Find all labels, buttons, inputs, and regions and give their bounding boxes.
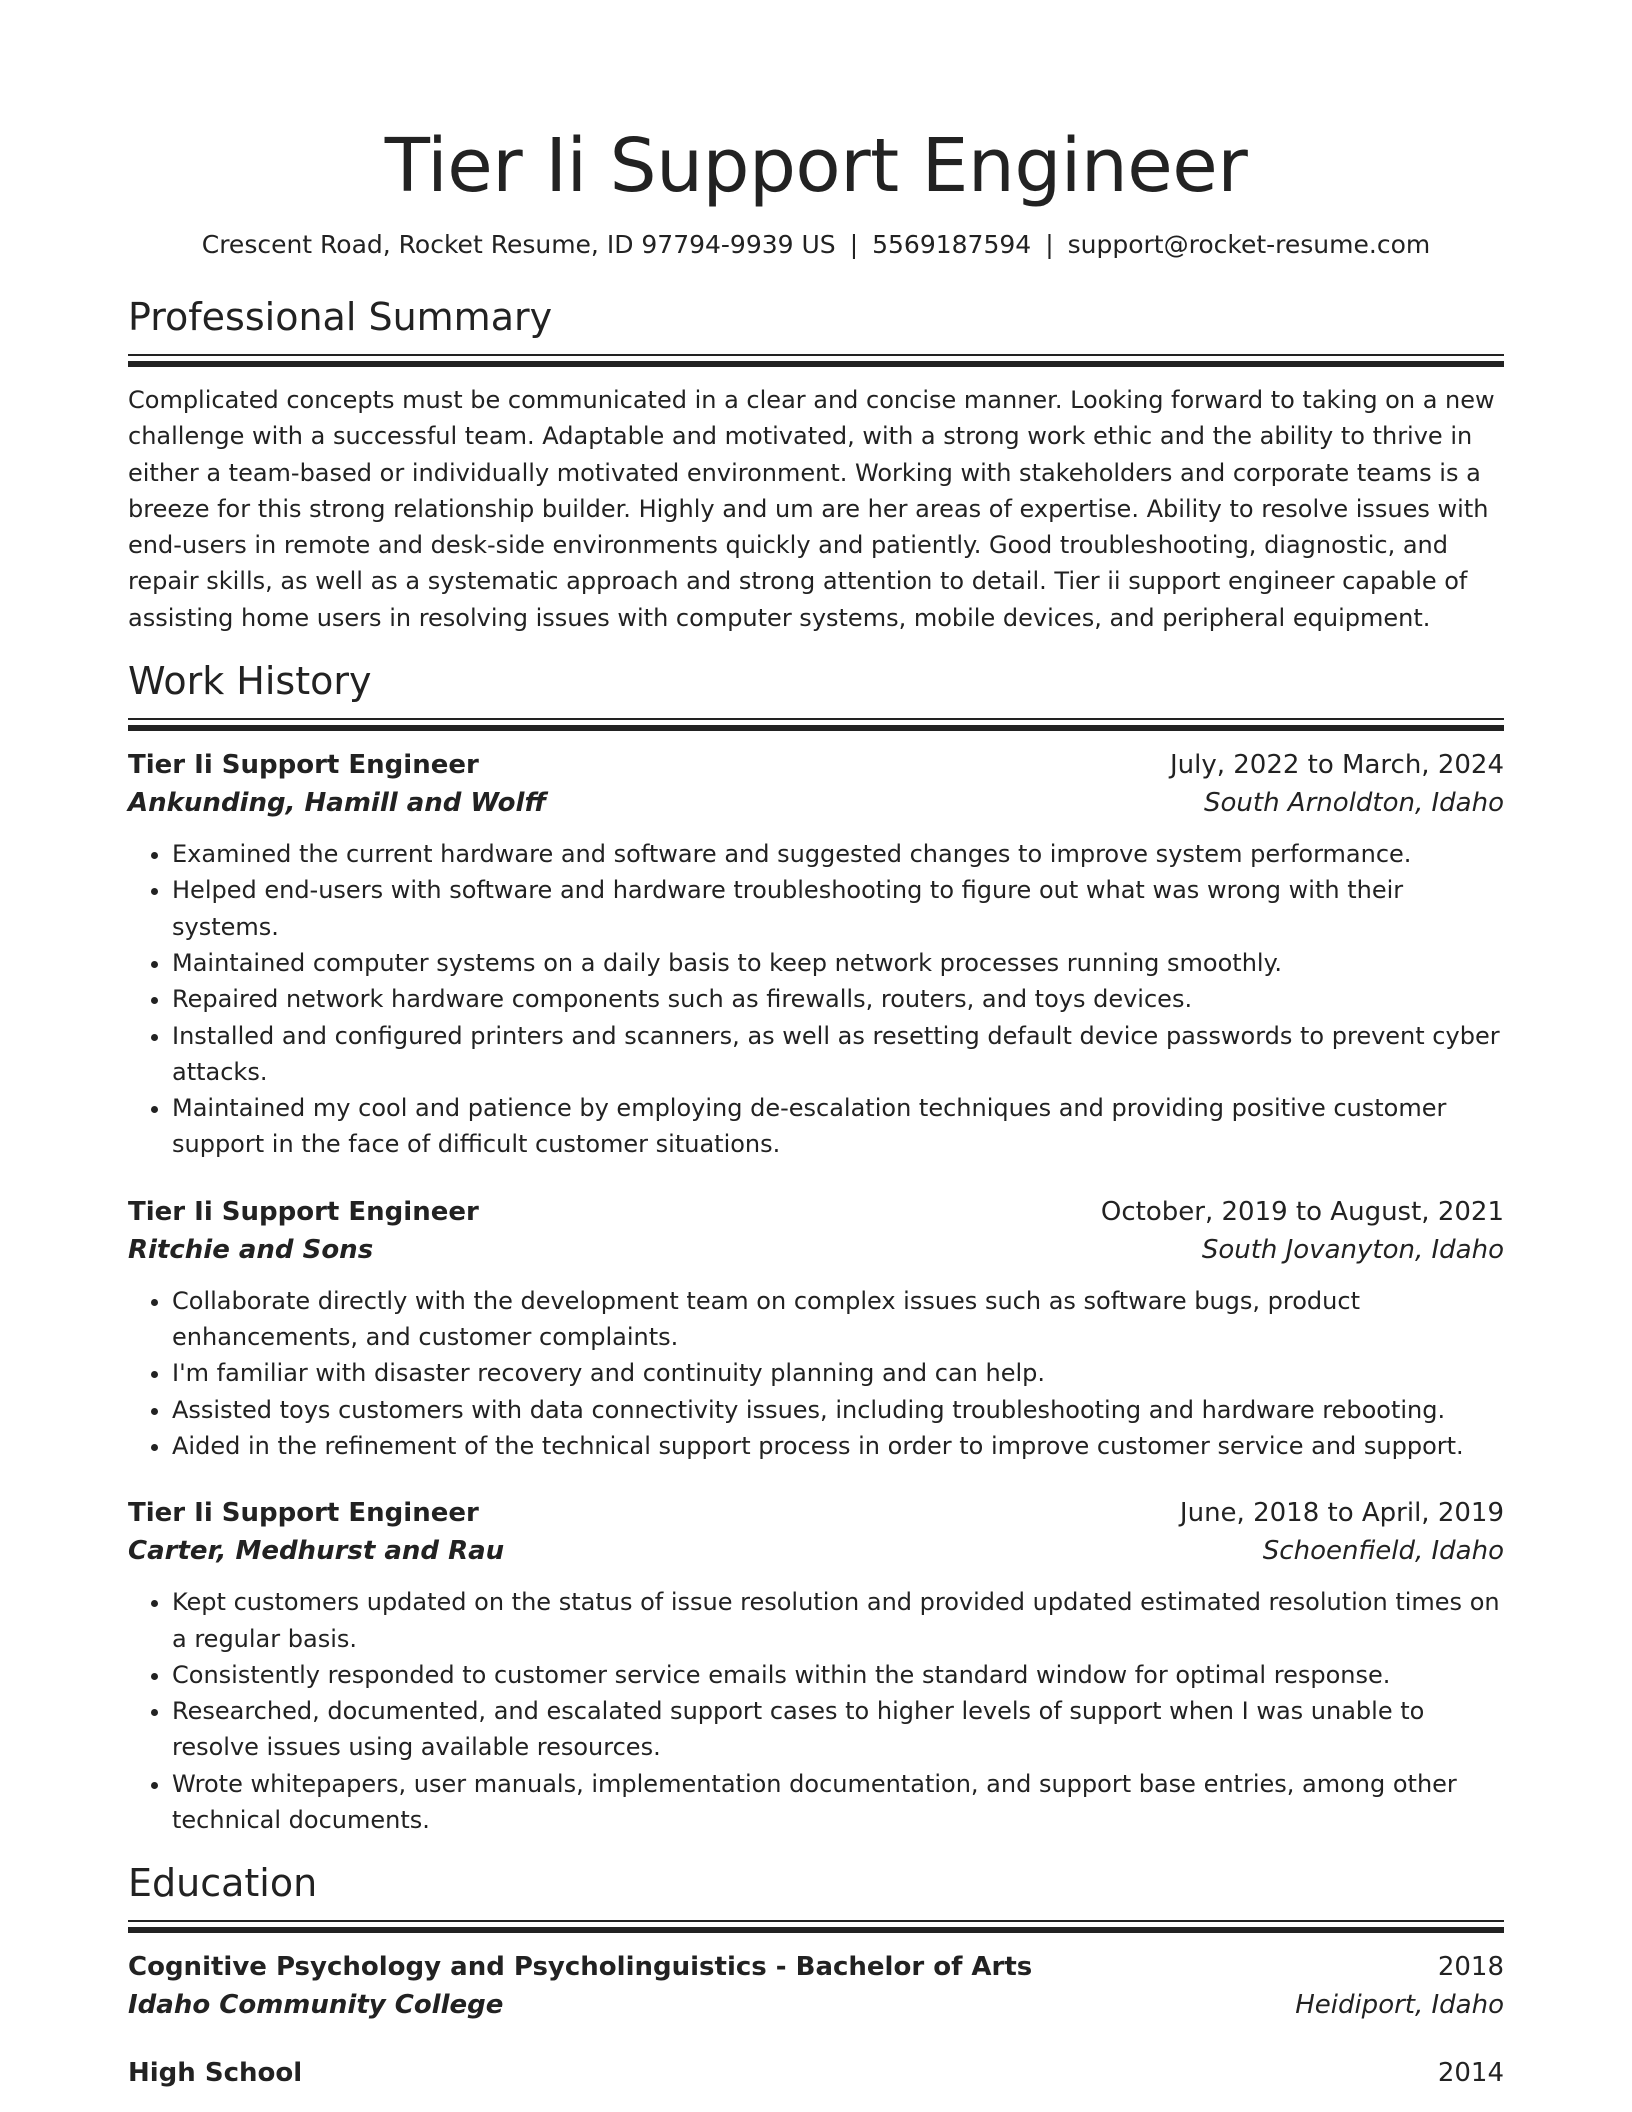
job-company: Ritchie and Sons bbox=[128, 1234, 374, 1265]
education-entry bbox=[128, 2054, 1504, 2092]
job-bullet: • Examined the current hardware and software and suggested changes to improve system performance. bbox=[172, 836, 1504, 872]
education-year: 2014 bbox=[1437, 2058, 1504, 2089]
contact-separator: | bbox=[1045, 230, 1054, 259]
education-degree: Cognitive Psychology and Psycholinguistics - Bachelor of Arts bbox=[128, 1952, 1033, 1983]
education-year: 2018 bbox=[1437, 1952, 1504, 1983]
job-header bbox=[128, 746, 1504, 784]
education-subheader bbox=[128, 1986, 1504, 2024]
job-title: Tier Ii Support Engineer bbox=[128, 750, 479, 781]
education-entry bbox=[128, 1948, 1504, 2024]
job-title: Tier Ii Support Engineer bbox=[128, 1196, 479, 1227]
job-subheader bbox=[128, 1231, 1504, 1269]
job-bullet: • Helped end-users with software and hardware troubleshooting to figure out what was wrong with their systems. bbox=[172, 872, 1504, 945]
job-bullet: • Researched, documented, and escalated support cases to higher levels of support when I was unable to resolve issues using available resources. bbox=[172, 1693, 1504, 1766]
summary-text: Complicated concepts must be communicated in a clear and concise manner. Looking forward to taking on a new challenge with a successful team. Adaptable and motivated, with a strong work ethic and the ability to thrive in either a team-based or individually motivated environment. Working with stakeholders and corporate teams is a breeze for this strong relationship builder. Highly and um are her areas of expertise. Ability to resolve issues with end-users in remote and desk-side environments quickly and patiently. Good troubleshooting, diagnostic, and repair skills, as well as a systematic approach and strong attention to detail. Tier ii support engineer capable of assisting home users in resolving issues with computer systems, mobile devices, and peripheral equipment. bbox=[128, 386, 1495, 632]
job-subheader bbox=[128, 784, 1504, 822]
resume-name: Tier Ii Support Engineer bbox=[384, 123, 1248, 209]
contact-phone: 5569187594 bbox=[872, 230, 1032, 259]
job-bullet: • Kept customers updated on the status of issue resolution and provided updated estimated resolution times on a regular basis. bbox=[172, 1584, 1504, 1657]
job-dates: October, 2019 to August, 2021 bbox=[1100, 1196, 1504, 1227]
job-location: South Jovanyton, Idaho bbox=[1201, 1234, 1504, 1265]
job-bullets bbox=[128, 1584, 1504, 1838]
section-divider bbox=[128, 1920, 1504, 1932]
job-bullet: • Maintained computer systems on a daily basis to keep network processes running smoothly. bbox=[172, 945, 1504, 981]
education-school: Idaho Community College bbox=[128, 1990, 504, 2021]
job-bullet: • Maintained my cool and patience by employing de-escalation techniques and providing positive customer support in the face of difficult customer situations. bbox=[172, 1090, 1504, 1163]
section-title-work: Work History bbox=[128, 659, 372, 704]
section-divider bbox=[128, 718, 1504, 730]
education-section bbox=[128, 1858, 1504, 2092]
contact-line bbox=[128, 228, 1504, 262]
job-bullets bbox=[128, 1283, 1504, 1464]
education-header bbox=[128, 1948, 1504, 1986]
job-bullet: • Collaborate directly with the development team on complex issues such as software bugs, product enhancements, and customer complaints. bbox=[172, 1283, 1504, 1356]
job-bullet: • Aided in the refinement of the technical support process in order to improve customer service and support. bbox=[172, 1428, 1504, 1464]
job-header bbox=[128, 1193, 1504, 1231]
job-dates: June, 2018 to April, 2019 bbox=[1179, 1498, 1504, 1529]
job-bullet: • Installed and configured printers and scanners, as well as resetting default device passwords to prevent cyber attacks. bbox=[172, 1018, 1504, 1091]
job-entry bbox=[128, 1494, 1504, 1838]
work-section bbox=[128, 656, 1504, 1838]
contact-separator: | bbox=[849, 230, 859, 259]
job-dates: July, 2022 to March, 2024 bbox=[1169, 750, 1504, 781]
job-location: Schoenfield, Idaho bbox=[1262, 1536, 1504, 1567]
education-header bbox=[128, 2054, 1504, 2092]
job-entry bbox=[128, 1193, 1504, 1464]
job-bullet: • I'm familiar with disaster recovery and continuity planning and can help. bbox=[172, 1355, 1504, 1391]
job-entry bbox=[128, 746, 1504, 1163]
section-title-summary: Professional Summary bbox=[128, 295, 553, 339]
job-bullets bbox=[128, 836, 1504, 1163]
job-title: Tier Ii Support Engineer bbox=[128, 1498, 479, 1529]
education-degree: High School bbox=[128, 2058, 303, 2089]
job-bullet: • Wrote whitepapers, user manuals, implementation documentation, and support base entries, among other technical documents. bbox=[172, 1766, 1504, 1839]
section-divider bbox=[128, 354, 1504, 366]
job-company: Carter, Medhurst and Rau bbox=[128, 1536, 505, 1567]
job-company: Ankunding, Hamill and Wolff bbox=[128, 788, 547, 819]
contact-address: Crescent Road, Rocket Resume, ID 97794-9939 US bbox=[201, 230, 836, 259]
job-bullet: • Repaired network hardware components such as firewalls, routers, and toys devices. bbox=[172, 981, 1504, 1017]
summary-section bbox=[128, 292, 1504, 636]
contact-email: support@rocket-resume.com bbox=[1067, 230, 1431, 259]
job-subheader bbox=[128, 1532, 1504, 1570]
job-location: South Arnoldton, Idaho bbox=[1203, 788, 1504, 819]
resume-page bbox=[128, 0, 1504, 2092]
job-header bbox=[128, 1494, 1504, 1532]
education-location: Heidiport, Idaho bbox=[1295, 1990, 1504, 2021]
job-bullet: • Assisted toys customers with data connectivity issues, including troubleshooting and hardware rebooting. bbox=[172, 1392, 1504, 1428]
job-bullet: • Consistently responded to customer service emails within the standard window for optimal response. bbox=[172, 1657, 1504, 1693]
section-title-education: Education bbox=[128, 1861, 318, 1906]
